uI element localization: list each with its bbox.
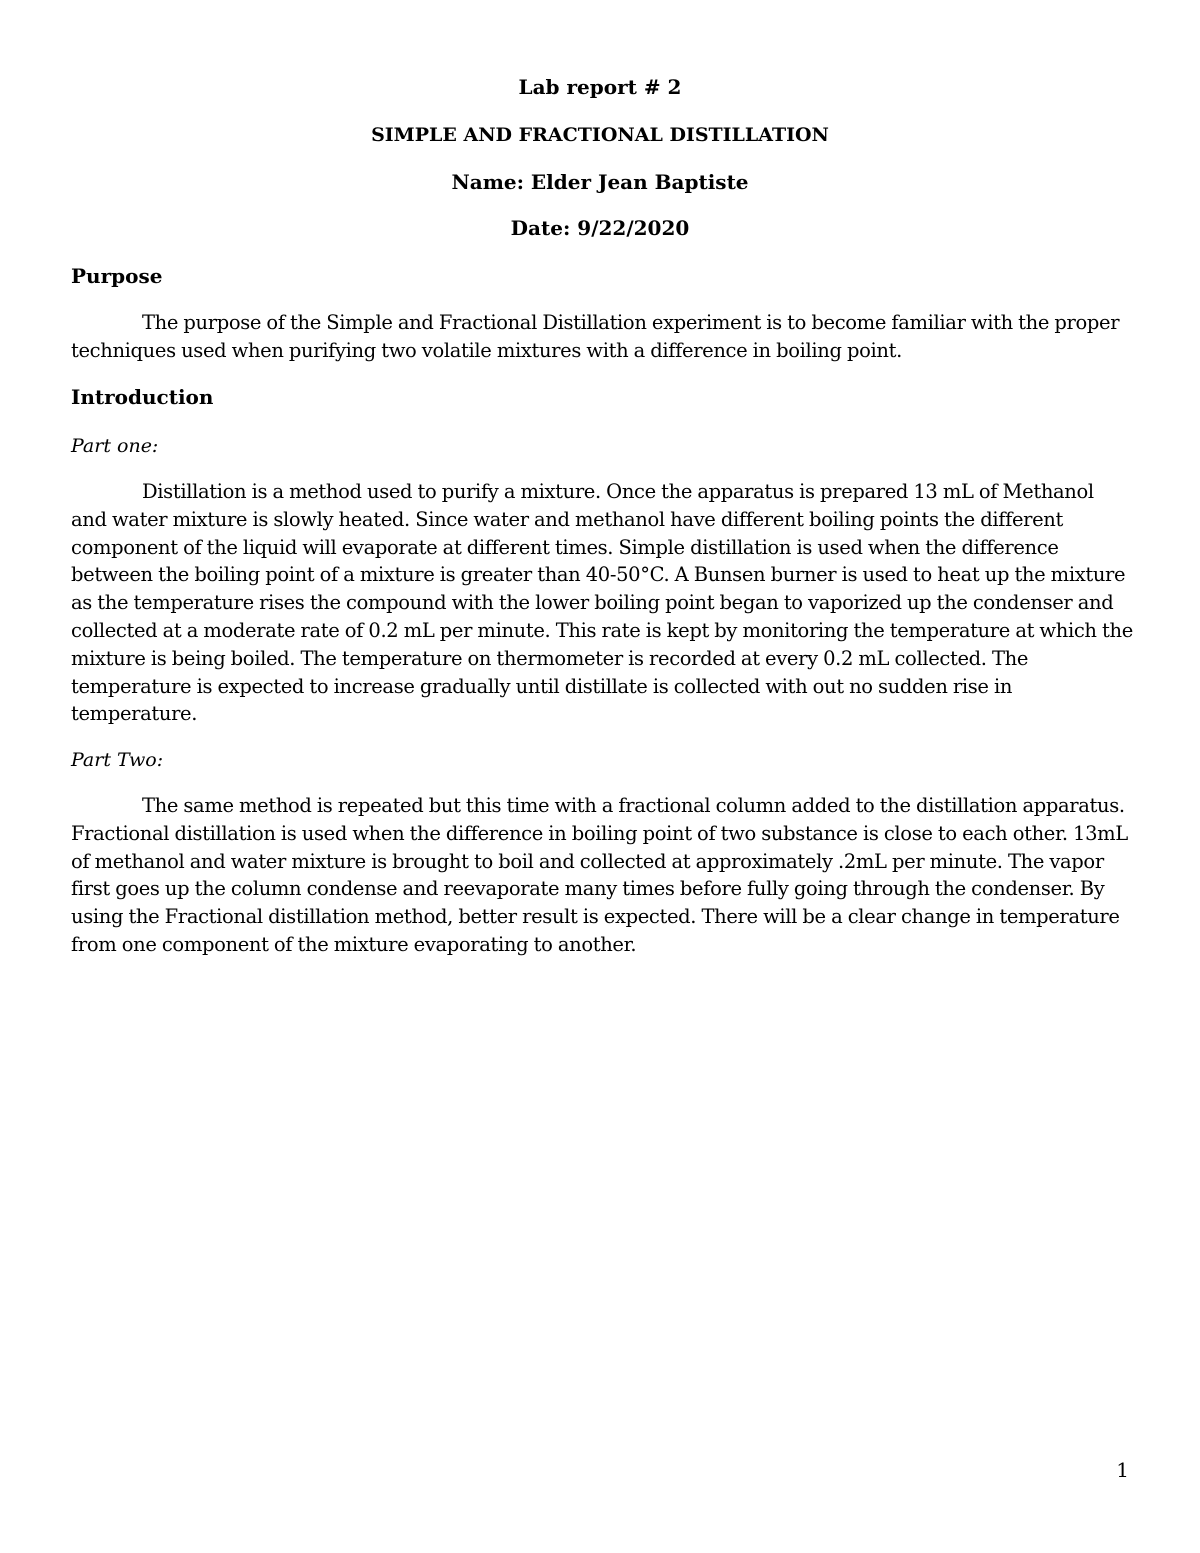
report-title: SIMPLE AND FRACTIONAL DISTILLATION: [371, 124, 829, 146]
report-number: Lab report # 2: [518, 75, 682, 99]
author-name: Name: Elder Jean Baptiste: [451, 170, 749, 194]
part-two-paragraph: The same method is repeated but this time with a fractional column added to the distillation apparatus. Fractional distillation is used when the difference in boiling point of two substance is close to each other. 13mL of methanol and water mixture is brought to boil and collected at approximately .2mL per minute. The vapor first goes up the column condense and reevaporate many times before fully going through the condenser. By using the Fractional distillation method, better result is expected. There will be a clear change in temperature from one component of the mixture evaporating to another.: [71, 794, 1128, 956]
part-one-paragraph: Distillation is a method used to purify a mixture. Once the apparatus is prepared 13 mL of Methanol and water mixture is slowly heated. Since water and methanol have different boiling points the different component of the liquid will evaporate at different times. Simple distillation is used when the difference between the boiling point of a mixture is greater than 40-50°C. A Bunsen burner is used to heat up the mixture as the temperature rises the compound with the lower boiling point began to vaporized up the condenser and collected at a moderate rate of 0.2 mL per minute. This rate is kept by monitoring the temperature at which the mixture is being boiled. The temperature on thermometer is recorded at every 0.2 mL collected. The temperature is expected to increase gradually until distillate is collected with out no sudden rise in temperature.: [71, 480, 1133, 726]
report-date: Date: 9/22/2020: [510, 216, 690, 240]
part-one-label: Part one:: [71, 435, 159, 457]
purpose-paragraph: The purpose of the Simple and Fractional Distillation experiment is to become familiar with the proper techniques used when purifying two volatile mixtures with a difference in boiling point.: [71, 311, 1120, 362]
introduction-heading: Introduction: [71, 385, 214, 409]
page-number: 1: [1116, 1458, 1129, 1482]
purpose-heading: Purpose: [71, 264, 163, 288]
part-two-label: Part Two:: [71, 749, 164, 771]
